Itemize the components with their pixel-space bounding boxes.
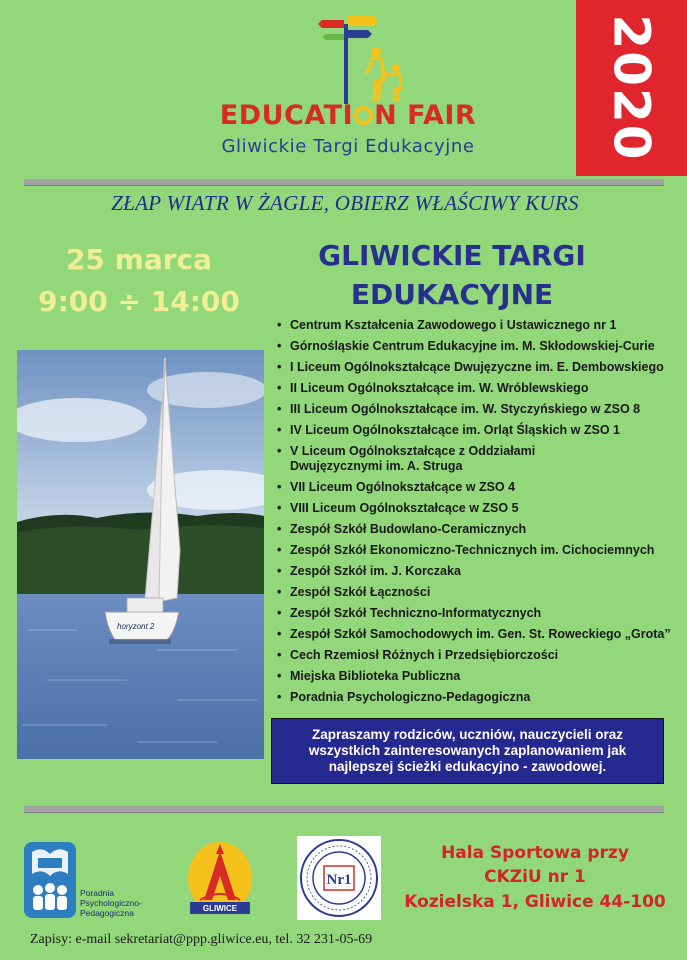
signpost-family-logo [318,10,414,106]
list-item: • Zespół Szkół Łączności [277,585,677,600]
logo-o-ring-icon [354,106,373,125]
list-item: • V Liceum Ogólnokształcące z Oddziałami Dwujęzycznymi im. A. Struga [277,444,620,474]
schools-list [277,318,677,711]
list-item: • Cech Rzemiosł Różnych i Przedsiębiorczości [277,648,677,663]
event-time: 9:00 ÷ 14:00 [38,285,240,318]
list-item: • Zespół Szkół Ekonomiczno-Technicznych im. Cichociemnych [277,543,677,558]
top-divider [24,179,664,186]
logo-subtitle: Gliwickie Targi Edukacyjne [221,136,475,157]
boat-name: horyzont 2 [117,622,155,631]
slogan: ZŁAP WIATR W ŻAGLE, OBIERZ WŁAŚCIWY KURS [111,191,579,215]
list-item: • Zespół Szkół Samochodowych im. Gen. St. Roweckiego „Grota” [277,627,677,642]
list-item: • Zespół Szkół Budowlano-Ceramicznych [277,522,677,537]
list-item: • Poradnia Psychologiczno-Pedagogiczna [277,690,677,705]
venue-line3: Kozielska 1, Gliwice 44-100 [404,892,666,912]
logo-title [180,100,516,131]
list-item: • Górnośląskie Centrum Edukacyjne im. M. Skłodowskiej-Curie [277,339,677,354]
invitation-box [271,718,664,784]
list-item: • I Liceum Ogólnokształcące Dwujęzyczne im. E. Dembowskiego [277,360,677,375]
list-item: • Zespół Szkół im. J. Korczaka [277,564,677,579]
list-item: • II Liceum Ogólnokształcące im. W. Wróblewskiego [277,381,677,396]
main-title-line2: EDUKACYJNE [350,278,554,311]
list-item: • Miejska Biblioteka Publiczna [277,669,677,684]
bottom-divider [24,806,664,813]
ppp-logo-line3: Pedagogiczna [80,908,134,918]
event-date: 25 marca [65,243,213,276]
gliwice-logo [180,840,260,916]
ckziu-seal-number: Nr1 [326,872,352,888]
ppp-logo [22,838,172,922]
main-title-line1: GLIWICKIE TARGI [318,239,586,272]
main-title [262,236,642,314]
gliwice-logo-text: GLIWICE [202,904,238,913]
list-item: • VII Liceum Ogólnokształcące w ZSO 4 [277,480,677,495]
contact-info: Zapisy: e-mail sekretariat@ppp.gliwice.eu, tel. 32 231-05-69 [30,932,373,947]
year-label: 2020 [602,14,661,162]
ckziu-seal-logo [297,836,381,920]
list-item: • IV Liceum Ogólnokształcące im. Orląt Śląskich w ZSO 1 [277,423,677,438]
invitation-text: Zapraszamy rodziców, uczniów, nauczycieli oraz wszystkich zainteresowanych zaplanowaniem jak najlepszej ścieżki edukacyjno - zawodowej. [308,727,627,774]
ppp-logo-line1: Poradnia [80,888,115,898]
list-item: • VIII Liceum Ogólnokształcące w ZSO 5 [277,501,677,516]
venue-line2: CKZiU nr 1 [484,867,586,887]
list-item: • III Liceum Ogólnokształcące im. W. Styczyńskiego w ZSO 8 [277,402,677,417]
logo-title-part2: N FAIR [374,100,477,131]
sailboat-photo [17,350,264,759]
list-item: • Zespół Szkół Techniczno-Informatycznych [277,606,677,621]
year-band [576,0,687,176]
logo-title-part1: EDUCATI [219,100,354,131]
venue-line1: Hala Sportowa przy [441,843,629,863]
ppp-logo-line2: Psychologiczno- [80,898,142,908]
list-item: • Centrum Kształcenia Zawodowego i Ustawicznego nr 1 [277,318,677,333]
